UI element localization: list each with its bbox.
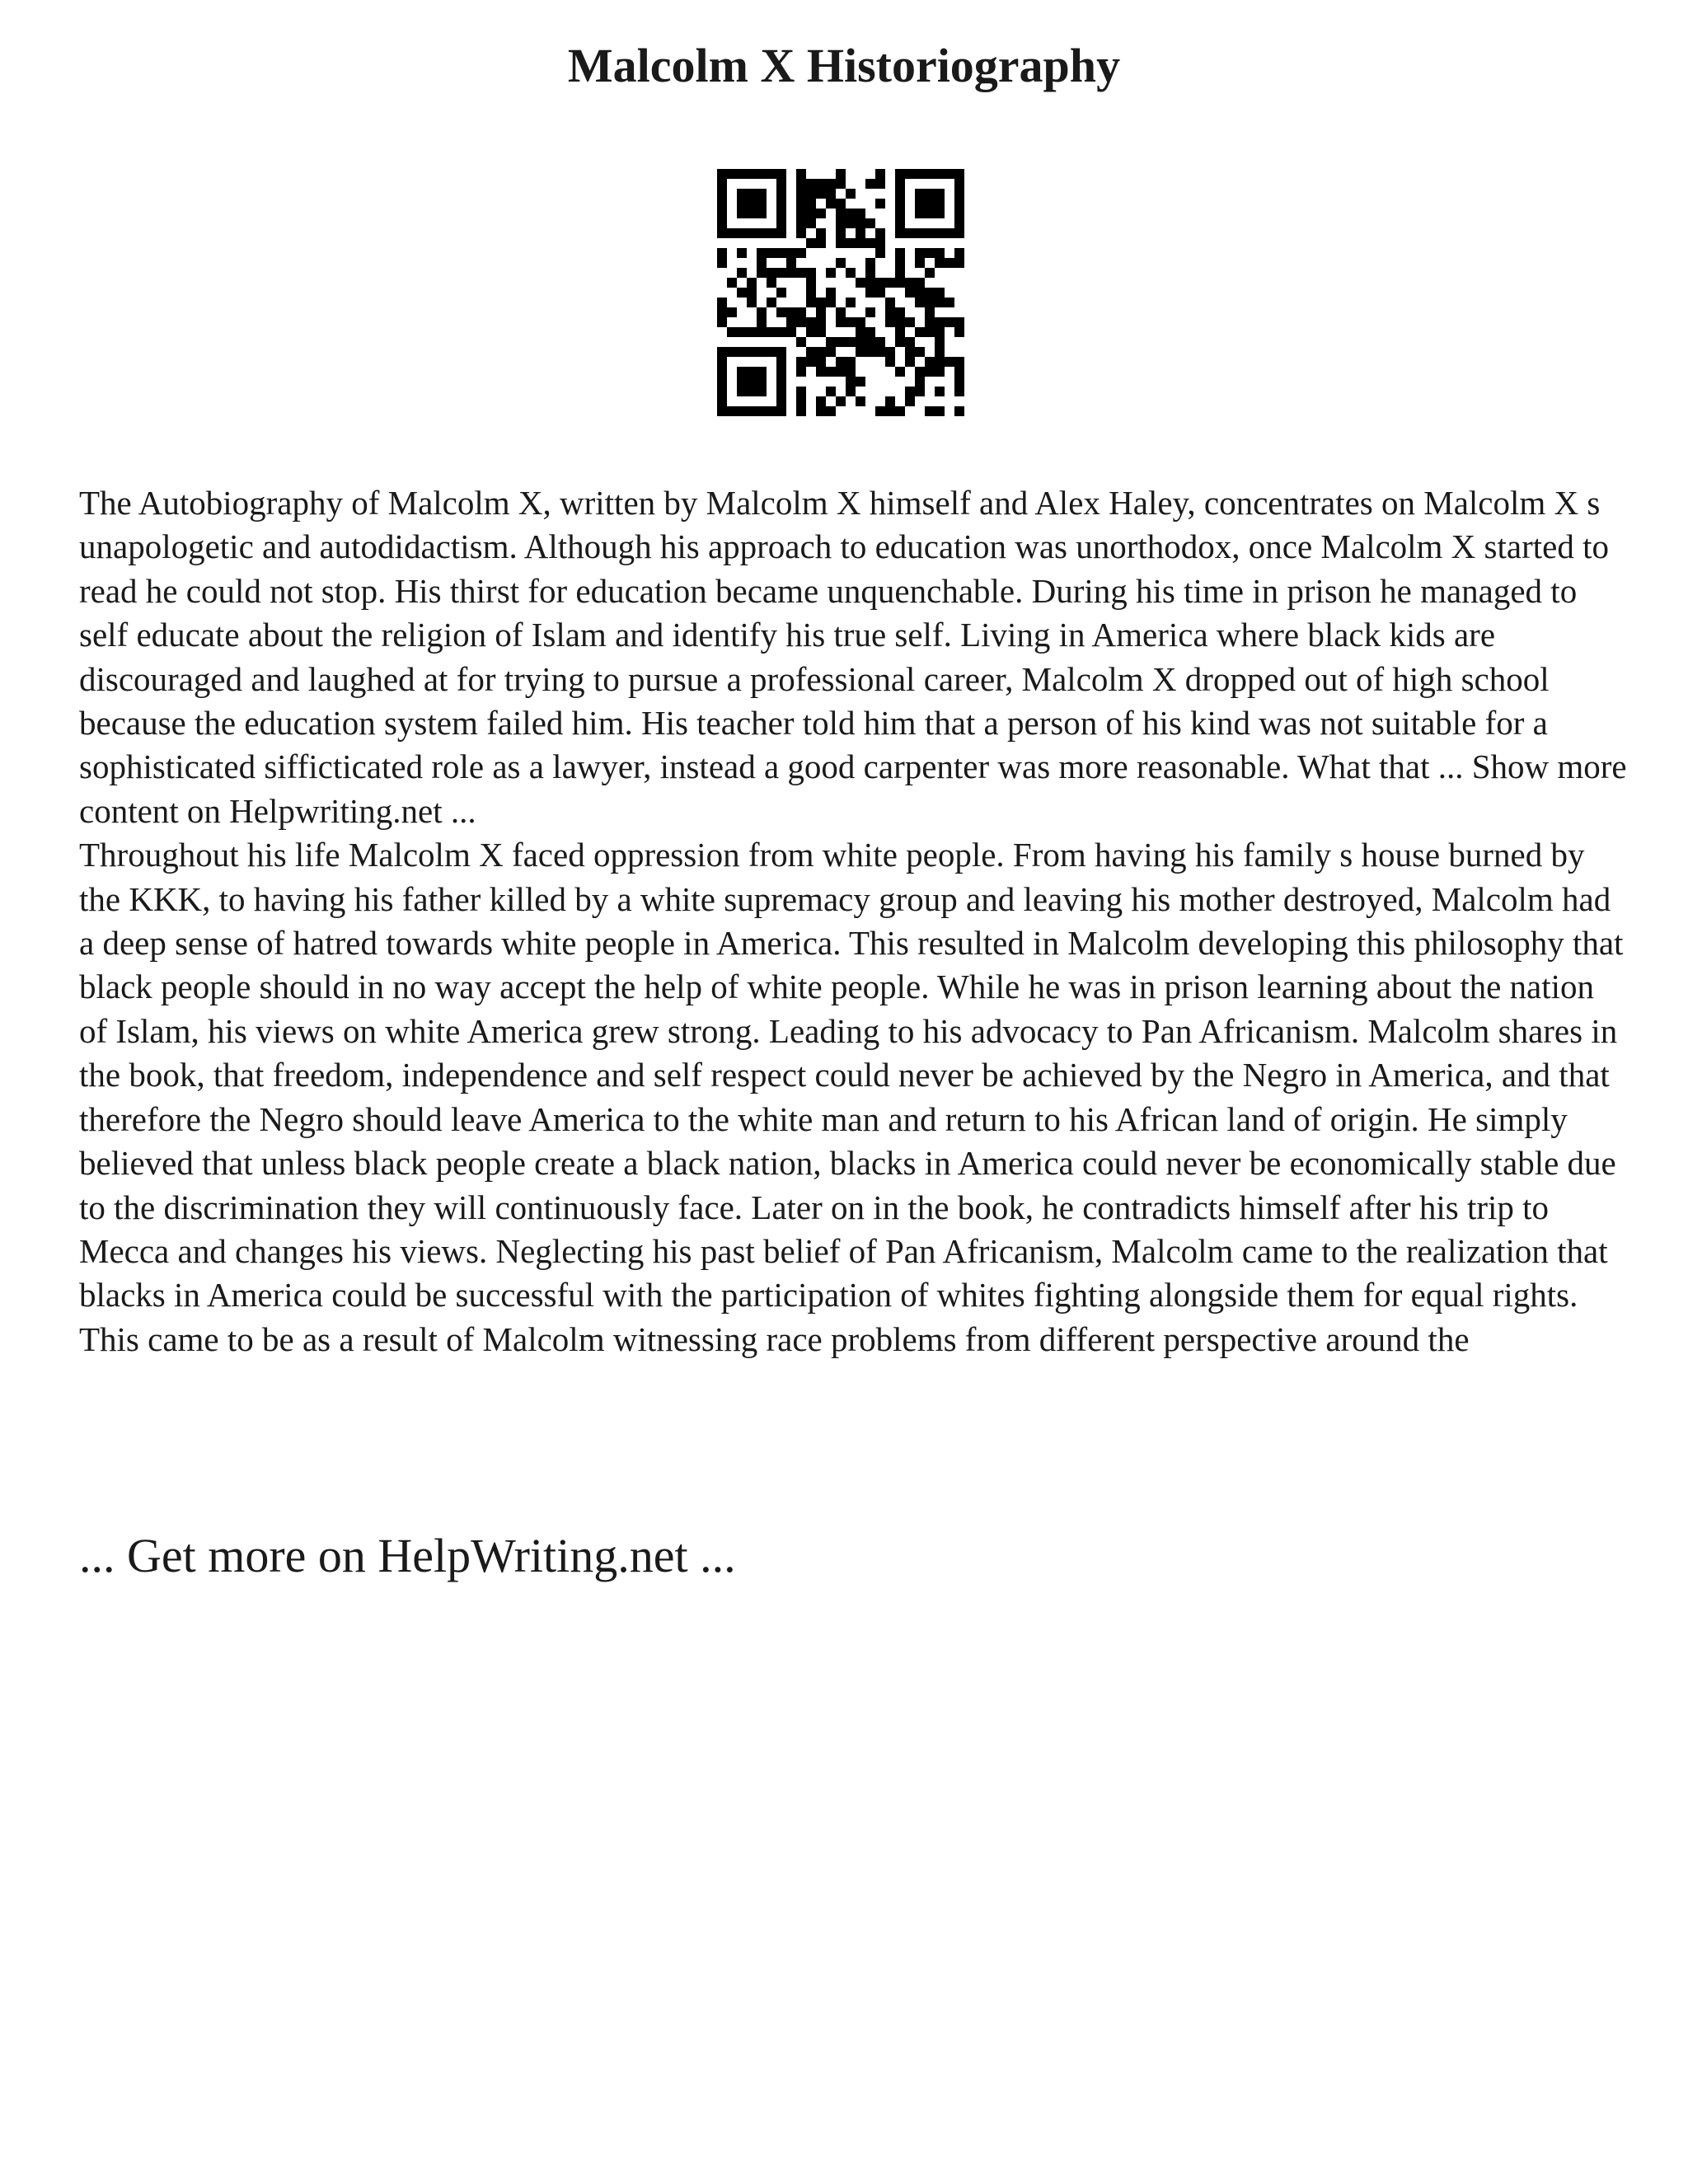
- paragraph-1: The Autobiography of Malcolm X, written by Malcolm X himself and Alex Haley, concentrates on Malcolm X s unapologetic and autodidactism. Although his approach to education was unorthodox, once Malcolm X started to read he could not stop. His thirst for education became unquenchable. During his time in prison he managed to self educate about the religion of Islam and identify his true self. Living in America where black kids are discouraged and laughed at for trying to pursue a professional career, Malcolm X dropped out of high school because the education system failed him. His teacher told him that a person of his kind was not suitable for a sophisticated sifficticated role as a lawyer, instead a good carpenter was more reasonable. What that ... Show more content on Helpwriting.net ...: [79, 484, 1627, 830]
- get-more-link[interactable]: ... Get more on HelpWriting.net ...: [79, 1529, 736, 1582]
- article-body: [79, 481, 1629, 1361]
- page-title: Malcolm X Historiography: [567, 39, 1121, 92]
- paragraph-2: Throughout his life Malcolm X faced oppression from white people. From having his family s house burned by the KKK, to having his father killed by a white supremacy group and leaving his mother destroyed, Malcolm had a deep sense of hatred towards white people in America. This resulted in Malcolm developing this philosophy that black people should in no way accept the help of white people. While he was in prison learning about the nation of Islam, his views on white America grew strong. Leading to his advocacy to Pan Africanism. Malcolm shares in the book, that freedom, independence and self respect could never be achieved by the Negro in America, and that therefore the Negro should leave America to the white man and return to his African land of origin. He simply believed that unless black people create a black nation, blacks in America could never be economically stable due to the discrimination they will continuously face. Later on in the book, he contradicts himself after his trip to Mecca and changes his views. Neglecting his past belief of Pan Africanism, Malcolm came to the realization that blacks in America could be successful with the participation of whites fighting alongside them for equal rights. This came to be as a result of Malcolm witnessing race problems from different perspective around the: [79, 836, 1624, 1358]
- qr-code-icon[interactable]: [717, 169, 964, 416]
